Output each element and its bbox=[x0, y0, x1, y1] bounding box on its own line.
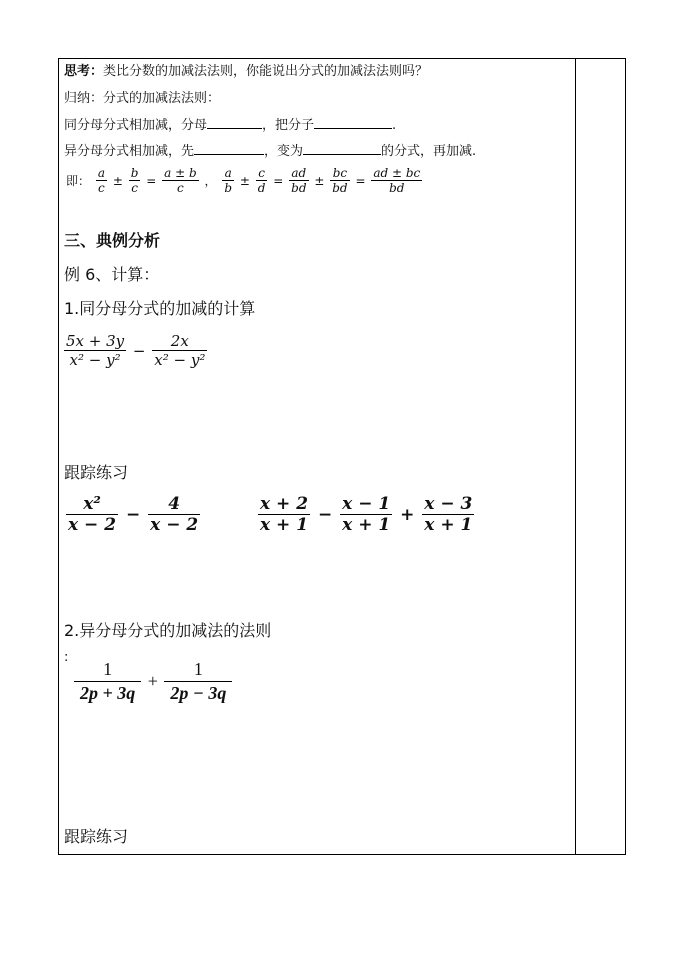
fraction: $\frac{x - 1}{x + 1}$ bbox=[342, 494, 391, 535]
summary-line bbox=[64, 87, 220, 106]
section-title: 三、典例分析 bbox=[64, 231, 161, 250]
blank-1[interactable] bbox=[207, 116, 262, 129]
think-line bbox=[64, 60, 428, 79]
fraction: $\frac{1}{2p + 3q}$ bbox=[74, 658, 141, 705]
rule-diff-part2: ，变为 bbox=[264, 144, 304, 159]
formula-label: 即： bbox=[66, 174, 91, 188]
rule-same-part1: 同分母分式相加减，分母 bbox=[64, 118, 208, 133]
fraction: $\frac{x - 3}{x + 1}$ bbox=[424, 494, 473, 535]
rule-diff-part1: 异分母分式相加减，先 bbox=[64, 144, 195, 159]
fraction: $\frac{a}{c}$ bbox=[97, 166, 105, 195]
column-divider bbox=[575, 58, 576, 855]
fraction: $\frac{\text{x²}}{x - 2}$ bbox=[68, 494, 117, 535]
fraction: $\frac{c}{d}$ bbox=[257, 166, 266, 195]
fraction: $\frac{5x + 3y}{\text{x² − y²}}$ bbox=[66, 332, 125, 369]
blank-2[interactable] bbox=[314, 116, 392, 129]
think-text: 类比分数的加减法法则，你能说出分式的加减法法则吗？ bbox=[103, 64, 429, 79]
fraction: $\frac{2x}{\text{x² − y²}}$ bbox=[154, 332, 206, 369]
fraction: $\frac{b}{c}$ bbox=[130, 166, 139, 195]
part2-title: 2.异分母分式的加减法的法则 bbox=[64, 621, 272, 640]
expression-1: $\frac{5x + 3y}{\text{x² − y²}}$ − $\frac{2x}{\text{x² − y²}}$ bbox=[66, 332, 206, 369]
formula-line: 即： $\frac{a}{c}$ ± $\frac{b}{c}$ = $\frac{a \pm b}{c}$ ， $\frac{a}{b}$ ± $\frac{c}{d}$ = $\frac{ad}{bd}$ ± $\frac{bc}{bd}$ = $\frac{ad \pm bc}{bd}$ bbox=[66, 166, 421, 195]
blank-4[interactable] bbox=[303, 142, 381, 155]
rule-diff-part3: 的分式，再加减. bbox=[381, 144, 477, 159]
fraction: $\frac{bc}{bd}$ bbox=[332, 166, 348, 195]
blank-3[interactable] bbox=[194, 142, 264, 155]
rule-diff-line bbox=[64, 140, 476, 159]
fraction: $\frac{x + 2}{x + 1}$ bbox=[260, 494, 309, 535]
summary-label: 归纳： bbox=[64, 91, 104, 106]
rule-same-part2: ，把分子 bbox=[262, 118, 315, 133]
summary-text: 分式的加减法法则： bbox=[103, 91, 221, 106]
rule-same-part3: . bbox=[392, 118, 397, 133]
fraction: $\frac{ad \pm bc}{bd}$ bbox=[373, 166, 421, 195]
practice-2-label: 跟踪练习 bbox=[64, 827, 129, 846]
practice-1b: $\frac{x + 2}{x + 1}$ − $\frac{x - 1}{x + 1}$ + $\frac{x - 3}{x + 1}$ bbox=[260, 494, 473, 535]
example-label: 例 6、计算： bbox=[64, 265, 160, 284]
fraction: $\frac{4}{x - 2}$ bbox=[150, 494, 199, 535]
practice-1a: $\frac{\text{x²}}{x - 2}$ − $\frac{4}{x - 2}$ bbox=[68, 494, 199, 535]
fraction: $\frac{a}{b}$ bbox=[224, 166, 233, 195]
fraction: $\frac{1}{2p - 3q}$ bbox=[164, 658, 232, 705]
fraction: $\frac{a \pm b}{c}$ bbox=[164, 166, 197, 195]
colon-mark: : bbox=[64, 650, 69, 665]
practice-1-label: 跟踪练习 bbox=[64, 463, 129, 482]
expression-2: $\frac{1}{2p + 3q}$ + $\frac{1}{2p - 3q}$ bbox=[74, 658, 232, 705]
fraction: $\frac{ad}{bd}$ bbox=[291, 166, 307, 195]
part1-title: 1.同分母分式的加减的计算 bbox=[64, 299, 256, 318]
think-label: 思考： bbox=[64, 64, 104, 79]
rule-same-line bbox=[64, 114, 396, 133]
